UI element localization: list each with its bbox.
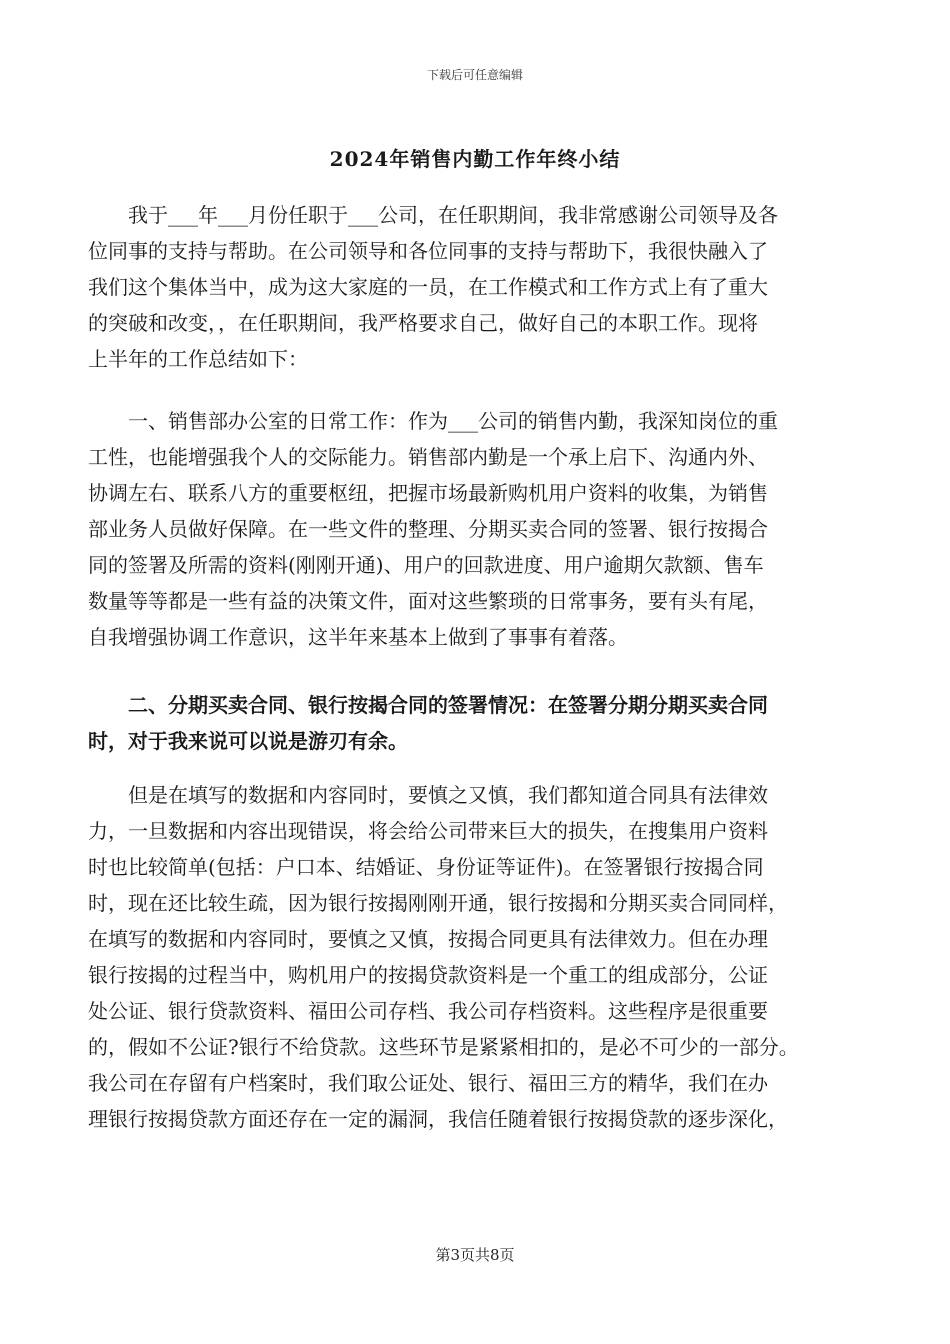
header-note: 下载后可任意编辑 (426, 68, 523, 82)
body-text-line: 但是在填写的数据和内容同时，要慎之又慎，我们都知道合同具有法律效 (88, 783, 768, 807)
body-text-line: 时，对于我来说可以说是游刃有余。 (88, 729, 408, 753)
body-text-line: 数量等等都是一些有益的决策文件，面对这些繁琐的日常事务，要有头有尾， (88, 589, 768, 613)
body-text-line: 银行按揭的过程当中，购机用户的按揭贷款资料是一个重工的组成部分，公证 (88, 963, 768, 987)
document-title: 2024年销售内勤工作年终小结 (329, 147, 621, 171)
body-text-line: 自我增强协调工作意识，这半年来基本上做到了事事有着落。 (88, 625, 628, 649)
body-text-line: 理银行按揭贷款方面还存在一定的漏洞，我信任随着银行按揭贷款的逐步深化， (88, 1107, 788, 1131)
body-text-line: 力，一旦数据和内容出现错误，将会给公司带来巨大的损失，在搜集用户资料 (88, 819, 768, 843)
body-text-line: 的，假如不公证?银行不给贷款。这些环节是紧紧相扣的，是必不可少的一部分。 (88, 1035, 799, 1059)
body-text-line: 我们这个集体当中，成为这大家庭的一员，在工作模式和工作方式上有了重大 (88, 275, 768, 299)
body-text-line: 一、销售部办公室的日常工作：作为___公司的销售内勤，我深知岗位的重 (88, 409, 778, 433)
body-text-line: 工性，也能增强我个人的交际能力。销售部内勤是一个承上启下、沟通内外、 (88, 445, 768, 469)
body-text-line: 时也比较简单(包括：户口本、结婚证、身份证等证件)。在签署银行按揭合同 (88, 855, 764, 879)
body-text-line: 位同事的支持与帮助。在公司领导和各位同事的支持与帮助下，我很快融入了 (88, 239, 768, 263)
body-text-line: 我于___年___月份任职于___公司，在任职期间，我非常感谢公司领导及各 (88, 203, 778, 227)
body-text-line: 同的签署及所需的资料(刚刚开通)、用户的回款进度、用户逾期欠款额、售车 (88, 553, 764, 577)
body-text-line: 的突破和改变，，在任职期间，我严格要求自己，做好自己的本职工作。现将 (88, 311, 758, 335)
body-text-line: 上半年的工作总结如下： (88, 347, 308, 371)
body-text-line: 处公证、银行贷款资料、福田公司存档、我公司存档资料。这些程序是很重要 (88, 999, 768, 1023)
body-text-line: 部业务人员做好保障。在一些文件的整理、分期买卖合同的签署、银行按揭合 (88, 517, 768, 541)
body-text-line: 时，现在还比较生疏，因为银行按揭刚刚开通，银行按揭和分期买卖合同同样， (88, 891, 788, 915)
page-number: 第3页共8页 (435, 1246, 515, 1264)
body-text-line: 协调左右、联系八方的重要枢纽，把握市场最新购机用户资料的收集，为销售 (88, 481, 768, 505)
body-text-line: 二、分期买卖合同、银行按揭合同的签署情况：在签署分期分期买卖合同 (88, 693, 768, 717)
body-text-line: 在填写的数据和内容同时，要慎之又慎，按揭合同更具有法律效力。但在办理 (88, 927, 768, 951)
body-text-line: 我公司在存留有户档案时，我们取公证处、银行、福田三方的精华，我们在办 (88, 1071, 768, 1095)
